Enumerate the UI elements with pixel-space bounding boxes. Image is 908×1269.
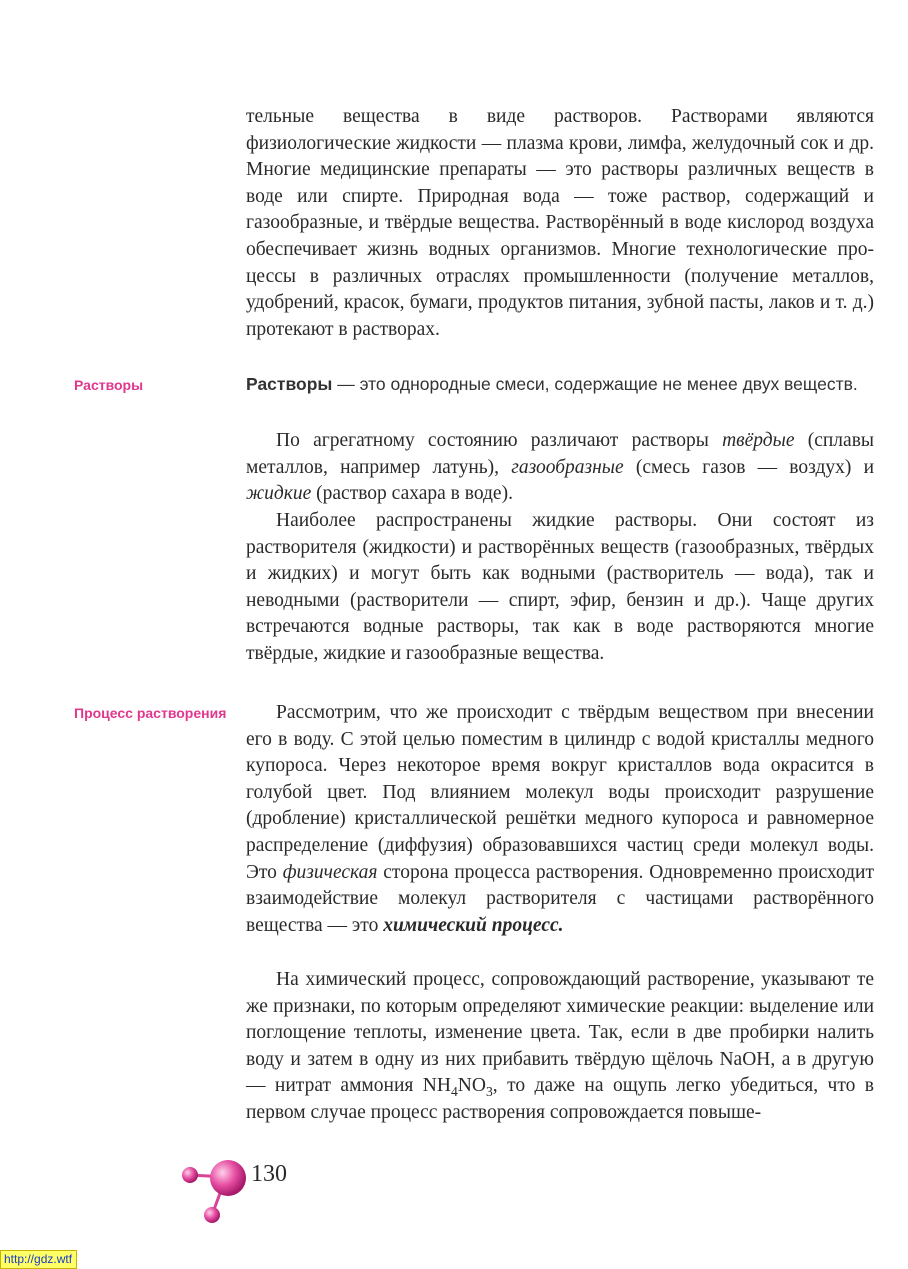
definition-block [246,372,874,396]
paragraph-chemical-signs [246,967,874,1127]
text-run: NO [457,1075,486,1097]
paragraph-text: тельные вещества в виде растворов. Растворами являются физиологические жидкости — плазма крови, лимфа, желудочный сок и др. Многие медицинские препараты — это растворы различных веществ в воде или спирте. Природная вода — тоже раствор, содержащий и газообразные, и твёрдые вещества. Растворённый в воде кислород воздуха обеспечивает жизнь водных организмов. Многие технологические процессы в различных отраслях промышленности (получение металлов, удобрений, красок, бумаги, продуктов питания, зубной пасты, лаков и т. д.) протекают в растворах. [246,106,874,340]
text-run: , то даже на ощупь легко убедиться, что в первом случае процесс растворения сопровождается повыше- [246,1075,874,1123]
watermark-link[interactable]: http://gdz.wtf [0,1250,77,1269]
molecule-icon [176,1155,256,1235]
text-run: По агрегатному состоянию различают растворы [276,430,723,451]
paragraph-liquid-solutions [246,508,874,668]
paragraph-applications [246,104,874,343]
text-run: Рассмотрим, что же происходит с твёрдым веществом при внесении его в воду. С этой целью поместим в цилиндр с водой кристаллы медного купороса. Через некоторое время вокруг кристаллов вода окрасится в голубой цвет. Под влиянием молекул воды происходит разрушение (дробление) кристаллической решётки медного купороса и равномерное распределение (диффузия) образовавшихся частиц среди молекул воды. Это [246,702,874,883]
margin-note-solutions: Растворы [74,377,144,393]
paragraph-text: Наиболее распространены жидкие растворы. Они состоят из растворителя (жидкости) и растворённых веществ (газообразных, твёрдых и жидких) и могут быть как водными (растворитель — вода), так и неводными (растворители — спирт, эфир, бензин и др.). Чаще других встречаются водные растворы, так как в воде растворяются многие твёрдые, жидкие и газообразные вещества. [246,510,874,664]
paragraph-text [246,967,874,1127]
term-physical: физическая [282,861,378,883]
paragraph-states [246,428,874,508]
definition-body: — это однородные смеси, содержащие не менее двух веществ. [332,374,858,394]
text-run: (сплавы металлов, например латунь), [246,430,874,478]
text-run: сторона процесса растворения. Одновременно происходит взаимодействие молекул растворителя с частицами растворённого вещества — это [246,861,874,936]
term-chemical-process: химический процесс. [383,914,564,936]
page-number: 130 [251,1161,287,1187]
paragraph-text [246,700,874,939]
term-liquid: жидкие [246,483,312,505]
subscript: 3 [485,1084,493,1100]
paragraph-dissolution [246,700,874,939]
paragraph-text [246,428,874,508]
definition-term: Растворы [246,374,333,394]
subscript: 4 [450,1084,458,1100]
term-gaseous: газообразные [511,456,624,478]
text-run: На химический процесс, сопровождающий растворение, указывают те же признаки, по которым определяют химические реакции: выделение или поглощение теплоты, изменение цвета. Так, если в две пробирки налить воду и затем в одну из них прибавить твёрдую щёлочь NaOH, а в другую — нитрат аммония NH [246,969,874,1097]
term-solid: твёрдые [722,430,795,451]
text-run: (раствор сахара в воде). [311,483,513,505]
definition-text [246,372,874,396]
margin-note-process: Процесс растворения [74,705,227,721]
text-run: (смесь газов — воздух) и [623,456,875,478]
